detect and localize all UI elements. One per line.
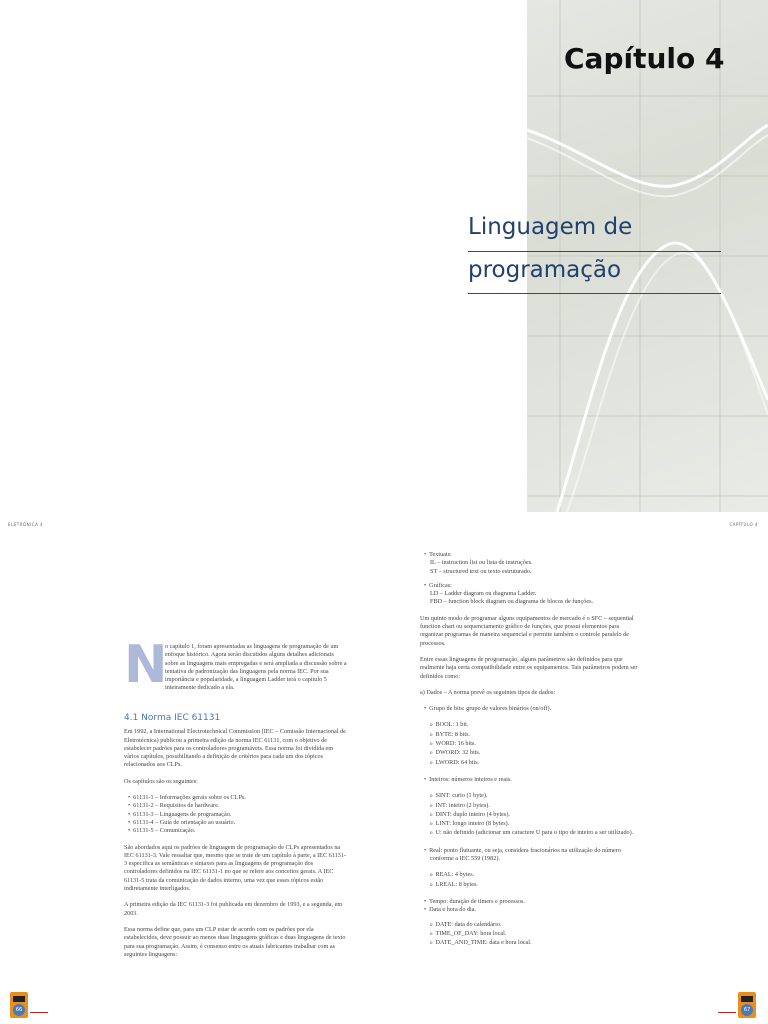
right-column: [420, 551, 643, 956]
list-item: • Grupo de bits: grupo de valores binários (on/off).: [430, 705, 643, 713]
chapter-list: [124, 794, 347, 835]
page-number-right: 67: [741, 1004, 753, 1016]
drop-cap: N: [124, 635, 168, 695]
list-item: o LWORD: 64 bits.: [438, 759, 643, 768]
list-item: o REAL: 4 bytes.: [438, 871, 643, 880]
probe-wire-icon: [30, 1012, 48, 1013]
list-item: • 61131-5 – Comunicação.: [134, 827, 347, 835]
section-heading: 4.1 Norma IEC 61131: [124, 713, 221, 723]
title-rule-1: [468, 251, 721, 252]
chapter-number: Capítulo 4: [564, 42, 725, 75]
oscilloscope-waveform-image: [527, 0, 768, 512]
data-types-list: [420, 776, 643, 784]
list-item: LD – Ladder diagram ou diagrama Ladder.: [430, 590, 537, 598]
paragraph: A primeira edição da IEC 61131-3 foi publicada em dezembro de 1993, e a segunda, em 2003.: [124, 901, 343, 917]
left-column: [124, 714, 347, 967]
running-header-right: CAPÍTULO 4: [729, 522, 758, 527]
oscilloscope-photo: [527, 0, 768, 512]
chapter-title-line1: Linguagem de: [468, 214, 633, 240]
list-item: o INT: inteiro (2 bytes).: [438, 802, 643, 811]
list-item: o DATE_AND_TIME: data e hora local.: [438, 939, 643, 948]
bit-types-list: [420, 721, 643, 767]
language-list: [420, 582, 643, 607]
probe-wire-icon: [718, 1012, 736, 1013]
list-item: o BYTE: 8 bits.: [438, 731, 643, 740]
list-item: • 61131-4 – Guia de orientação ao usuário.: [134, 819, 347, 827]
list-item: IL – instruction list ou lista de instruções.: [430, 559, 533, 567]
intro-paragraph-wrap: [165, 643, 348, 701]
list-item: o BOOL: 1 bit.: [438, 721, 643, 730]
data-types-list: [420, 898, 643, 915]
list-item: • 61131-2 – Requisitos de hardware.: [134, 802, 347, 810]
list-item: • Gráficas:: [430, 582, 643, 590]
list-item: ST – structured text ou texto estruturado.: [430, 567, 532, 575]
paragraph: São abordados aqui os padrões de linguagem de programação de CLPs apresentados na IEC 61131-3. Vale ressaltar que, mesmo que se trate de um capítulo à parte, a IEC 61131-3 especifica as semânticas e sintaxes para as linguagens de programação dos controladores definidos na IEC 61131-1 no que se refere aos conceitos gerais. A IEC 61131-5 trata da comunicação de dados interno, uma vez que esses tópicos estão indiretamente interligados.: [124, 843, 346, 893]
list-item: o WORD: 16 bits.: [438, 740, 643, 749]
list-item: • Tempo: duração de timers e processos.: [430, 898, 643, 906]
list-item: • 61131-3 – Linguagens de programação.: [134, 811, 347, 819]
running-header-left: ELETRÔNICA 4: [8, 522, 44, 527]
real-types-list: [420, 871, 643, 890]
date-types-list: [420, 921, 643, 949]
data-types-list: [420, 705, 643, 713]
paragraph: Em 1992, a International Electrotechnical Commission (IEC – Comissão Internacional de Eletrotécnica) publicou a primeira edição da norma IEC 61131, com o objetivo de estabelecer padrões para os controladores programáveis. Essa norma foi dividida em vários capítulos, possibilitando a definição de critérios para cada um dos tópicos relacionados aos CLPs.: [124, 728, 346, 769]
paragraph: Um quinto modo de programar alguns equipamentos de mercado é o SFC – sequential function chart ou sequenciamento gráfico de funções, que possui elementos para organizar programas de maneira sequencial e permite também o controle paralelo de processos.: [420, 614, 634, 647]
list-item: • 61131-1 – Informações gerais sobre os CLPs.: [134, 794, 347, 802]
chapter-title-line2: programação: [468, 257, 622, 283]
list-item: o DATE: data do calendário.: [438, 921, 643, 930]
list-item: o LINT: longo inteiro (8 bytes).: [438, 820, 643, 829]
list-item: • Textuais:: [430, 551, 643, 559]
page-number-left: 66: [13, 1004, 25, 1016]
list-item: o U: não definido (adicionar um caractere U para o tipo de inteiro a ser utilizado).: [438, 829, 643, 838]
list-item: o TIME_OF_DAY: hora local.: [438, 930, 643, 939]
paragraph: Entre essas linguagens de programação, alguns parâmetros são definidos para que realmente haja certa compatibilidade entre os equipamentos. Tais parâmetros podem ser definidos como:: [420, 655, 638, 680]
paragraph: Os capítulos são os seguintes:: [124, 777, 198, 785]
intro-paragraph: o capítulo 1, foram apresentadas as linguagens de programação de um enfoque histórico. Agora serão discutidos alguns detalhes adicionais sobre as linguagens mais empregadas e será ampliada a discussão sobre a tentativa de padronização das linguagens pela norma IEC. Por sua importância e popularidade, a linguagem Ladder terá o capítulo 5 inteiramente dedicado a ela.: [165, 643, 347, 692]
list-item: o DINT: duplo inteiro (4 bytes).: [438, 811, 643, 820]
list-item: o DWORD: 32 bits.: [438, 749, 643, 758]
data-types-list: [420, 847, 643, 864]
paragraph: Essa norma define que, para um CLP estar de acordo com os padrões por ela estabelecidos, deve possuir ao menos duas linguagens gráficas e duas linguagens de texto para sua programação. Assim, é consenso entre os atuais fabricantes trabalhar com as seguintes linguagens:: [124, 925, 346, 958]
list-item: FBD – function block diagram ou diagrama de blocos de funções.: [430, 598, 594, 606]
list-item: • Real: ponto flutuante, ou seja, considera fracionários na utilização do número conforme a IEC 559 (1982).: [430, 847, 643, 864]
list-item: • Inteiros: números inteiros e reais.: [430, 776, 643, 784]
int-types-list: [420, 792, 643, 838]
list-item: • Data e hora do dia.: [430, 906, 643, 914]
title-rule-2: [468, 293, 721, 294]
list-item: o LREAL: 8 bytes.: [438, 881, 643, 890]
paragraph: a) Dados – A norma prevê os seguintes tipos de dados:: [420, 688, 556, 696]
list-item: o SINT: curto (1 byte).: [438, 792, 643, 801]
language-list: [420, 551, 643, 576]
